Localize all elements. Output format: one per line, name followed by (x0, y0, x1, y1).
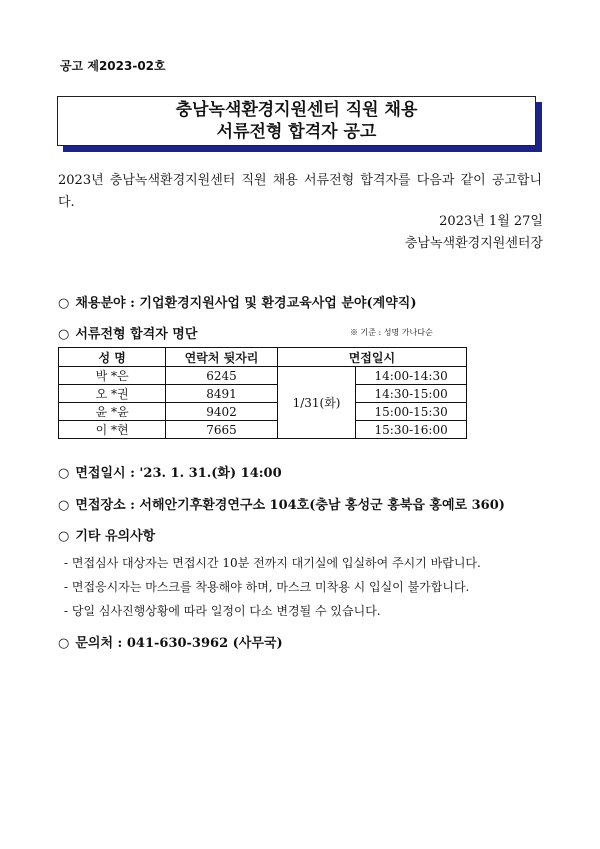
notes-list (64, 551, 481, 623)
notes-title: 기타 유의사항 (75, 529, 156, 544)
interview-place-text: 면접장소 : 서해안기후환경연구소 104호(충남 홍성군 홍북읍 홍예로 360) (75, 498, 505, 513)
header-interview: 면접일시 (277, 348, 466, 367)
cell-phone: 8491 (166, 385, 278, 403)
roster-table (58, 347, 467, 439)
cell-phone: 7665 (166, 421, 278, 439)
cell-name: 윤 *윤 (59, 403, 166, 421)
list-item: - 면접심사 대상자는 면접시간 10분 전까지 대기실에 입실하여 주시기 바랍니다. (64, 556, 481, 570)
cell-name: 이 *현 (59, 421, 166, 439)
cell-time: 15:00-15:30 (356, 403, 467, 421)
announcement-date: 2023년 1월 27일 (439, 214, 543, 229)
notice-number: 공고 제2023-02호 (60, 59, 166, 73)
cell-interview-date: 1/31(화) (277, 367, 355, 439)
list-item: - 면접응시자는 마스크를 착용해야 하며, 마스크 미착용 시 입실이 불가합니다. (64, 580, 470, 594)
bullet-circle: ○ (58, 529, 70, 544)
section-notes (58, 525, 155, 544)
bullet-circle: ○ (58, 296, 70, 311)
cell-time: 15:30-16:00 (356, 421, 467, 439)
sort-criteria-note: ※ 기준 : 성명 가나다순 (350, 328, 433, 337)
cell-time: 14:00-14:30 (356, 367, 467, 385)
section-recruit-field (58, 292, 416, 311)
title-box (57, 96, 536, 146)
section-interview-datetime (58, 462, 282, 481)
cell-phone: 6245 (166, 367, 278, 385)
table-row (59, 421, 467, 439)
list-item: - 당일 심사진행상황에 따라 일정이 다소 변경될 수 있습니다. (64, 604, 381, 618)
bullet-circle: ○ (58, 498, 70, 513)
interview-datetime-text: 면접일시 : '23. 1. 31.(화) 14:00 (75, 466, 282, 481)
cell-time: 14:30-15:00 (356, 385, 467, 403)
roster-title: 서류전형 합격자 명단 (75, 327, 198, 342)
signer: 충남녹색환경지원센터장 (404, 236, 543, 251)
title-line-2: 서류전형 합격자 공고 (216, 122, 377, 142)
section-roster (58, 323, 197, 342)
cell-name: 오 *권 (59, 385, 166, 403)
section-contact (58, 632, 283, 651)
recruit-field-text: 채용분야 : 기업환경지원사업 및 환경교육사업 분야(계약직) (75, 296, 417, 311)
section-interview-place (58, 494, 505, 513)
cell-name: 박 *은 (59, 367, 166, 385)
bullet-circle: ○ (58, 636, 70, 651)
header-phone: 연락처 뒷자리 (166, 348, 278, 367)
table-header-row (59, 348, 467, 367)
table-row (59, 367, 467, 385)
header-name: 성 명 (59, 348, 166, 367)
intro-paragraph: 2023년 충남녹색환경지원센터 직원 채용 서류전형 합격자를 다음과 같이 공고합니다. (58, 173, 542, 210)
bullet-circle: ○ (58, 327, 70, 342)
table-row (59, 385, 467, 403)
cell-phone: 9402 (166, 403, 278, 421)
title-line-1: 충남녹색환경지원센터 직원 채용 (175, 100, 418, 120)
contact-text: 문의처 : 041-630-3962 (사무국) (75, 636, 283, 651)
bullet-circle: ○ (58, 466, 70, 481)
table-row (59, 403, 467, 421)
